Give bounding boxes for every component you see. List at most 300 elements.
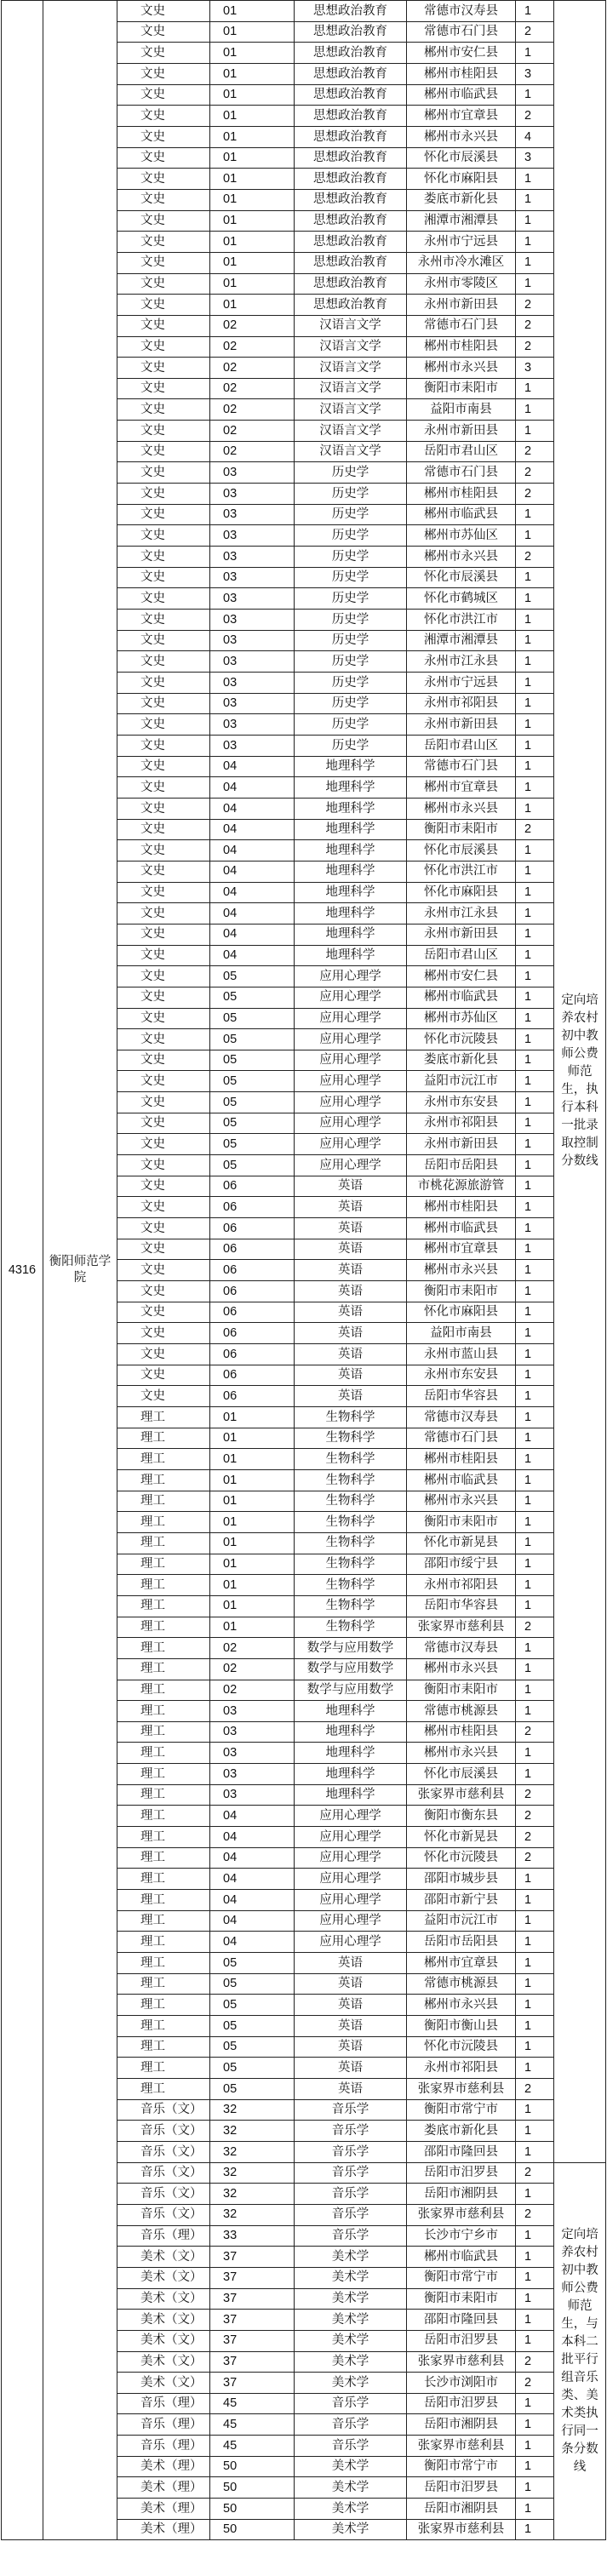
target-county-cell: 郴州市桂阳县 [407,1721,516,1743]
category-cell: 文史 [117,1386,210,1407]
major-name-cell: 思想政治教育 [295,232,407,253]
major-name-cell: 数学与应用数学 [295,1680,407,1701]
category-cell: 文史 [117,484,210,505]
target-county-cell: 永州市江永县 [407,651,516,673]
major-name-cell: 思想政治教育 [295,63,407,84]
target-county-cell: 益阳市沅江市 [407,1071,516,1092]
target-county-cell: 郴州市苏仙区 [407,1008,516,1029]
major-code-cell: 05 [210,2078,295,2099]
major-code-cell: 06 [210,1239,295,1260]
major-code-cell: 03 [210,1784,295,1806]
target-county-cell: 常德市汉寿县 [407,1,516,22]
target-county-cell: 郴州市临武县 [407,84,516,106]
major-code-cell: 04 [210,840,295,862]
major-code-cell: 01 [210,63,295,84]
target-county-cell: 湘潭市湘潭县 [407,210,516,232]
category-cell: 音乐（理） [117,2225,210,2247]
major-name-cell: 汉语言文学 [295,421,407,442]
target-county-cell: 衡阳市耒阳市 [407,1281,516,1302]
major-code-cell: 02 [210,358,295,379]
major-name-cell: 生物科学 [295,1575,407,1596]
category-cell: 美术（文） [117,2267,210,2288]
target-county-cell: 郴州市宜章县 [407,106,516,127]
major-code-cell: 02 [210,1658,295,1680]
major-code-cell: 06 [210,1344,295,1365]
category-cell: 文史 [117,1281,210,1302]
target-county-cell: 怀化市麻阳县 [407,1302,516,1323]
major-name-cell: 应用心理学 [295,1827,407,1848]
major-name-cell: 汉语言文学 [295,399,407,421]
target-county-cell: 郴州市临武县 [407,1218,516,1239]
plan-count-cell: 1 [516,651,554,673]
target-county-cell: 衡阳市耒阳市 [407,378,516,399]
target-county-cell: 郴州市桂阳县 [407,63,516,84]
plan-count-cell: 2 [516,2162,554,2184]
major-name-cell: 应用心理学 [295,1008,407,1029]
major-code-cell: 01 [210,1428,295,1449]
major-name-cell: 美术学 [295,2267,407,2288]
plan-count-cell: 1 [516,1302,554,1323]
plan-count-cell: 1 [516,2414,554,2436]
major-code-cell: 04 [210,777,295,799]
target-county-cell: 郴州市桂阳县 [407,336,516,358]
category-cell: 文史 [117,336,210,358]
target-county-cell: 郴州市永兴县 [407,1260,516,1281]
plan-count-cell: 1 [516,399,554,421]
major-name-cell: 地理科学 [295,777,407,799]
category-cell: 音乐（理） [117,2436,210,2457]
target-county-cell: 长沙市宁乡市 [407,2225,516,2247]
target-county-cell: 永州市宁远县 [407,232,516,253]
target-county-cell: 娄底市新化县 [407,1050,516,1071]
major-name-cell: 应用心理学 [295,1847,407,1869]
plan-count-cell: 1 [516,1050,554,1071]
category-cell: 理工 [117,1932,210,1953]
major-name-cell: 英语 [295,1218,407,1239]
major-code-cell: 01 [210,210,295,232]
plan-count-cell: 1 [516,987,554,1008]
major-code-cell: 01 [210,21,295,43]
target-county-cell: 岳阳市岳阳县 [407,1932,516,1953]
target-county-cell: 岳阳市君山区 [407,735,516,756]
plan-count-cell: 1 [516,1197,554,1218]
major-name-cell: 汉语言文学 [295,358,407,379]
target-county-cell: 邵阳市隆回县 [407,2141,516,2162]
plan-count-cell: 1 [516,1239,554,1260]
category-cell: 文史 [117,693,210,714]
category-cell: 理工 [117,1827,210,1848]
plan-count-cell: 2 [516,1847,554,1869]
school-code: 4316 [2,1,43,2540]
target-county-cell: 常德市石门县 [407,21,516,43]
major-code-cell: 37 [210,2330,295,2351]
major-code-cell: 05 [210,1071,295,1092]
category-cell: 文史 [117,1113,210,1134]
category-cell: 美术（文） [117,2351,210,2373]
target-county-cell: 怀化市麻阳县 [407,169,516,190]
major-name-cell: 汉语言文学 [295,315,407,336]
category-cell: 理工 [117,1910,210,1932]
major-name-cell: 思想政治教育 [295,295,407,316]
category-cell: 文史 [117,567,210,588]
target-county-cell: 怀化市辰溪县 [407,1764,516,1785]
major-code-cell: 04 [210,882,295,903]
major-name-cell: 美术学 [295,2330,407,2351]
target-county-cell: 永州市祁阳县 [407,1113,516,1134]
major-name-cell: 英语 [295,1239,407,1260]
target-county-cell: 永州市宁远县 [407,673,516,694]
major-name-cell: 地理科学 [295,1743,407,1764]
major-code-cell: 05 [210,2058,295,2079]
major-code-cell: 04 [210,1806,295,1827]
target-county-cell: 岳阳市湘阴县 [407,2499,516,2520]
major-name-cell: 思想政治教育 [295,147,407,169]
major-name-cell: 音乐学 [295,2162,407,2184]
major-code-cell: 03 [210,588,295,610]
major-code-cell: 03 [210,484,295,505]
plan-count-cell: 1 [516,861,554,882]
plan-count-cell: 1 [516,1512,554,1533]
target-county-cell: 郴州市桂阳县 [407,484,516,505]
plan-count-cell: 2 [516,819,554,840]
target-county-cell: 岳阳市华容县 [407,1386,516,1407]
plan-count-cell: 2 [516,1721,554,1743]
plan-count-cell: 2 [516,2351,554,2373]
major-code-cell: 45 [210,2436,295,2457]
category-cell: 音乐（文） [117,2141,210,2162]
major-name-cell: 音乐学 [295,2184,407,2205]
major-name-cell: 音乐学 [295,2121,407,2142]
category-cell: 文史 [117,756,210,777]
plan-count-cell: 1 [516,1469,554,1491]
major-code-cell: 01 [210,295,295,316]
plan-count-cell: 1 [516,840,554,862]
major-name-cell: 应用心理学 [295,1071,407,1092]
category-cell: 理工 [117,1847,210,1869]
major-name-cell: 历史学 [295,735,407,756]
category-cell: 理工 [117,1890,210,1911]
category-cell: 理工 [117,1784,210,1806]
major-code-cell: 04 [210,798,295,819]
category-cell: 文史 [117,504,210,525]
plan-count-cell: 1 [516,1890,554,1911]
major-code-cell: 04 [210,1827,295,1848]
major-name-cell: 英语 [295,1365,407,1386]
major-code-cell: 05 [210,1092,295,1113]
category-cell: 文史 [117,147,210,169]
plan-count-cell: 1 [516,1365,554,1386]
plan-count-cell: 2 [516,2373,554,2394]
major-name-cell: 英语 [295,1973,407,1995]
target-county-cell: 娄底市新化县 [407,2121,516,2142]
major-code-cell: 05 [210,2016,295,2037]
plan-count-cell: 2 [516,484,554,505]
major-code-cell: 05 [210,1113,295,1134]
target-county-cell: 郴州市永兴县 [407,798,516,819]
category-cell: 文史 [117,1302,210,1323]
major-code-cell: 05 [210,987,295,1008]
major-name-cell: 音乐学 [295,2393,407,2414]
major-name-cell: 思想政治教育 [295,43,407,64]
major-code-cell: 32 [210,2162,295,2184]
major-name-cell: 美术学 [295,2351,407,2373]
category-cell: 文史 [117,714,210,736]
major-name-cell: 应用心理学 [295,1113,407,1134]
major-code-cell: 02 [210,421,295,442]
category-cell: 文史 [117,777,210,799]
target-county-cell: 常德市汉寿县 [407,1406,516,1428]
target-county-cell: 永州市新田县 [407,714,516,736]
major-name-cell: 地理科学 [295,903,407,924]
target-county-cell: 常德市桃源县 [407,1701,516,1722]
plan-count-cell: 1 [516,966,554,987]
category-cell: 理工 [117,1512,210,1533]
major-name-cell: 英语 [295,1302,407,1323]
category-cell: 音乐（文） [117,2121,210,2142]
major-name-cell: 地理科学 [295,1784,407,1806]
plan-count-cell: 1 [516,1092,554,1113]
plan-count-cell: 1 [516,1406,554,1428]
plan-count-cell: 1 [516,610,554,631]
major-code-cell: 45 [210,2393,295,2414]
major-code-cell: 50 [210,2499,295,2520]
major-code-cell: 01 [210,84,295,106]
major-name-cell: 英语 [295,2058,407,2079]
plan-count-cell: 2 [516,1617,554,1638]
plan-count-cell: 1 [516,1176,554,1197]
category-cell: 文史 [117,21,210,43]
plan-count-cell: 1 [516,1029,554,1050]
major-name-cell: 英语 [295,1323,407,1344]
major-name-cell: 英语 [295,2078,407,2099]
category-cell: 文史 [117,588,210,610]
category-cell: 理工 [117,1449,210,1470]
plan-count-cell: 1 [516,673,554,694]
target-county-cell: 张家界市慈利县 [407,2436,516,2457]
major-code-cell: 04 [210,903,295,924]
major-name-cell: 美术学 [295,2247,407,2268]
major-name-cell: 生物科学 [295,1491,407,1512]
major-code-cell: 01 [210,1469,295,1491]
category-cell: 文史 [117,169,210,190]
plan-count-cell: 1 [516,2310,554,2331]
target-county-cell: 衡阳市衡山县 [407,2016,516,2037]
category-cell: 音乐（文） [117,2099,210,2121]
plan-count-cell: 1 [516,1638,554,1659]
major-code-cell: 01 [210,189,295,210]
category-cell: 文史 [117,1176,210,1197]
target-county-cell: 永州市东安县 [407,1365,516,1386]
major-code-cell: 01 [210,106,295,127]
category-cell: 文史 [117,945,210,966]
category-cell: 文史 [117,861,210,882]
category-cell: 文史 [117,1323,210,1344]
plan-count-cell: 1 [516,945,554,966]
category-cell: 文史 [117,1365,210,1386]
category-cell: 文史 [117,903,210,924]
major-code-cell: 04 [210,819,295,840]
plan-count-cell: 1 [516,1701,554,1722]
target-county-cell: 永州市祁阳县 [407,2058,516,2079]
category-cell: 理工 [117,1658,210,1680]
target-county-cell: 常德市桃源县 [407,1973,516,1995]
major-name-cell: 历史学 [295,547,407,568]
category-cell: 文史 [117,525,210,547]
target-county-cell: 永州市零陵区 [407,273,516,295]
plan-count-cell: 1 [516,273,554,295]
major-code-cell: 01 [210,1595,295,1617]
major-code-cell: 02 [210,1680,295,1701]
major-name-cell: 历史学 [295,693,407,714]
category-cell: 文史 [117,1134,210,1155]
major-code-cell: 03 [210,651,295,673]
plan-count-cell: 1 [516,210,554,232]
major-code-cell: 01 [210,252,295,273]
major-code-cell: 05 [210,1953,295,1974]
major-name-cell: 生物科学 [295,1617,407,1638]
plan-count-cell: 1 [516,1428,554,1449]
plan-count-cell: 1 [516,924,554,945]
target-county-cell: 郴州市桂阳县 [407,1449,516,1470]
plan-count-cell: 3 [516,63,554,84]
category-cell: 文史 [117,1071,210,1092]
plan-count-cell: 1 [516,2519,554,2540]
target-county-cell: 衡阳市常宁市 [407,2267,516,2288]
target-county-cell: 怀化市洪江市 [407,610,516,631]
major-code-cell: 06 [210,1176,295,1197]
category-cell: 文史 [117,126,210,147]
major-name-cell: 地理科学 [295,819,407,840]
target-county-cell: 怀化市辰溪县 [407,840,516,862]
major-code-cell: 03 [210,630,295,651]
major-name-cell: 应用心理学 [295,1050,407,1071]
category-cell: 音乐（文） [117,2204,210,2225]
category-cell: 文史 [117,966,210,987]
plan-count-cell: 1 [516,2499,554,2520]
target-county-cell: 永州市江永县 [407,903,516,924]
major-code-cell: 04 [210,1869,295,1890]
plan-count-cell: 1 [516,1323,554,1344]
major-name-cell: 历史学 [295,462,407,484]
category-cell: 音乐（文） [117,2162,210,2184]
target-county-cell: 衡阳市耒阳市 [407,2288,516,2310]
note-arts: 定向培养农村初中教师公费师范生，与本科二批平行组音乐类、美术类执行同一条分数线 [554,2162,606,2540]
major-code-cell: 37 [210,2310,295,2331]
major-name-cell: 历史学 [295,504,407,525]
major-code-cell: 04 [210,861,295,882]
major-code-cell: 04 [210,924,295,945]
category-cell: 理工 [117,1595,210,1617]
plan-count-cell: 1 [516,1,554,22]
category-cell: 文史 [117,315,210,336]
category-cell: 文史 [117,882,210,903]
category-cell: 理工 [117,1701,210,1722]
category-cell: 理工 [117,2078,210,2099]
target-county-cell: 怀化市沅陵县 [407,1029,516,1050]
category-cell: 理工 [117,1721,210,1743]
major-code-cell: 50 [210,2477,295,2499]
category-cell: 理工 [117,1428,210,1449]
target-county-cell: 郴州市临武县 [407,987,516,1008]
target-county-cell: 永州市新田县 [407,924,516,945]
plan-count-cell: 1 [516,2184,554,2205]
major-name-cell: 思想政治教育 [295,189,407,210]
major-name-cell: 生物科学 [295,1449,407,1470]
major-code-cell: 05 [210,1134,295,1155]
major-name-cell: 地理科学 [295,798,407,819]
major-name-cell: 音乐学 [295,2099,407,2121]
category-cell: 文史 [117,1008,210,1029]
plan-count-cell: 1 [516,1953,554,1974]
major-name-cell: 应用心理学 [295,1134,407,1155]
plan-count-cell: 1 [516,1554,554,1575]
plan-count-cell: 1 [516,1344,554,1365]
target-county-cell: 郴州市永兴县 [407,358,516,379]
plan-count-cell: 1 [516,504,554,525]
major-code-cell: 03 [210,567,295,588]
major-name-cell: 思想政治教育 [295,84,407,106]
major-code-cell: 01 [210,126,295,147]
category-cell: 理工 [117,1869,210,1890]
target-county-cell: 郴州市安仁县 [407,43,516,64]
plan-count-cell: 1 [516,777,554,799]
major-name-cell: 历史学 [295,610,407,631]
target-county-cell: 邵阳市绥宁县 [407,1554,516,1575]
plan-count-cell: 2 [516,106,554,127]
target-county-cell: 怀化市新晃县 [407,1827,516,1848]
category-cell: 文史 [117,651,210,673]
target-county-cell: 岳阳市汨罗县 [407,2477,516,2499]
category-cell: 理工 [117,2036,210,2058]
category-cell: 美术（文） [117,2310,210,2331]
major-code-cell: 03 [210,1721,295,1743]
category-cell: 音乐（理） [117,2393,210,2414]
major-name-cell: 应用心理学 [295,1890,407,1911]
plan-count-cell: 1 [516,588,554,610]
target-county-cell: 怀化市洪江市 [407,861,516,882]
major-name-cell: 历史学 [295,567,407,588]
major-name-cell: 音乐学 [295,2414,407,2436]
major-name-cell: 生物科学 [295,1428,407,1449]
major-code-cell: 03 [210,462,295,484]
plan-count-cell: 1 [516,798,554,819]
target-county-cell: 永州市祁阳县 [407,1575,516,1596]
major-code-cell: 03 [210,1743,295,1764]
major-code-cell: 01 [210,147,295,169]
category-cell: 理工 [117,1554,210,1575]
plan-count-cell: 2 [516,2078,554,2099]
plan-count-cell: 2 [516,1784,554,1806]
major-code-cell: 03 [210,735,295,756]
major-code-cell: 01 [210,169,295,190]
category-cell: 美术（理） [117,2477,210,2499]
category-cell: 文史 [117,273,210,295]
target-county-cell: 衡阳市耒阳市 [407,1680,516,1701]
target-county-cell: 郴州市永兴县 [407,1995,516,2016]
major-code-cell: 01 [210,1512,295,1533]
major-name-cell: 地理科学 [295,1721,407,1743]
category-cell: 文史 [117,84,210,106]
target-county-cell: 衡阳市耒阳市 [407,819,516,840]
major-name-cell: 地理科学 [295,924,407,945]
plan-count-cell: 1 [516,567,554,588]
category-cell: 理工 [117,2016,210,2037]
major-name-cell: 地理科学 [295,1764,407,1785]
target-county-cell: 邵阳市新宁县 [407,1890,516,1911]
major-name-cell: 美术学 [295,2288,407,2310]
plan-count-cell: 1 [516,169,554,190]
category-cell: 理工 [117,1406,210,1428]
